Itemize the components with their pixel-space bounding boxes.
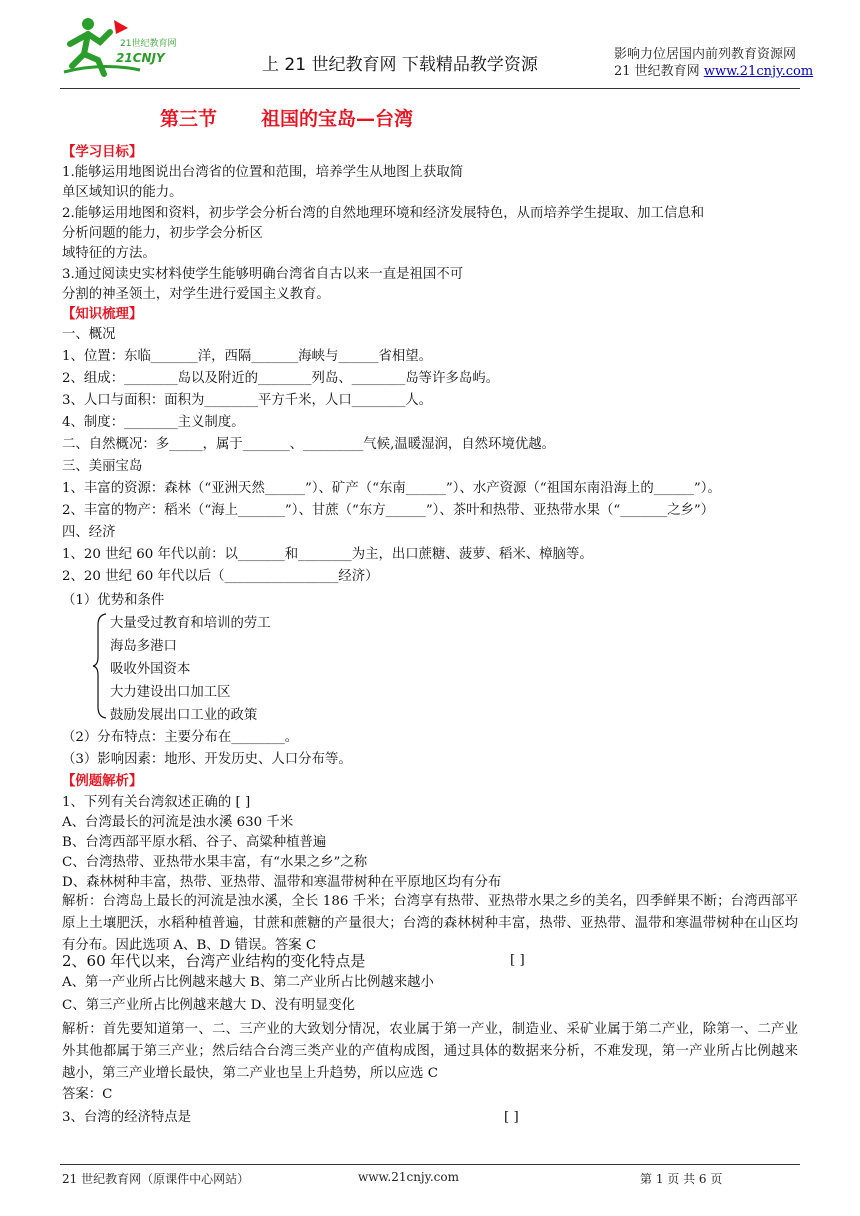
header-divider <box>60 88 800 89</box>
q2-answer-bracket: [ ] <box>510 953 525 968</box>
item-population: 3、人口与面积：面积为________平方千米，人口________人。 <box>62 393 433 408</box>
section-economy: 四、经济 <box>62 525 116 540</box>
goal-2: 2.能够运用地图和资料，初步学会分析台湾的自然地理环境和经济发展特色，从而培养学生提取、加工信息和 <box>62 206 705 221</box>
header-slogan: 上 21 世纪教育网 下载精品教学资源 <box>262 55 538 75</box>
q2-options-cd: C、第三产业所占比例越来越大 D、没有明显变化 <box>62 998 356 1013</box>
q3-answer-bracket: [ ] <box>504 1110 519 1125</box>
item-resources: 1、丰富的资源：森林（“亚洲天然______”）、矿产（“东南______”）、水产资源（“祖国东南沿海上的______”）。 <box>62 481 721 496</box>
section-nature: 二、自然概况：多_____，属于_______、_________气候,温暖湿润，自然环境优越。 <box>62 437 556 452</box>
footer-divider <box>60 1164 800 1165</box>
q1-option-b: B、台湾西部平原水稻、谷子、高粱种植普遍 <box>62 835 327 850</box>
page-header <box>0 0 860 95</box>
item-location: 1、位置：东临_______洋，西隔_______海峡与______省相望。 <box>62 349 433 364</box>
item-composition: 2、组成：________岛以及附近的________列岛、________岛等许多岛屿。 <box>62 371 500 386</box>
header-site-prefix: 21 世纪教育网 <box>614 64 704 79</box>
q1-analysis: 解析：台湾岛上最长的河流是浊水溪，全长 186 千米；台湾享有热带、亚热带水果之乡的美名，四季鲜果不断；台湾西部平原上土壤肥沃，水稻种植普遍，甘蔗和蔗糖的产量很大；台湾的森林树种丰富，热带、亚热带、温带和寒温带树种在山区均有分布。因此选项 A、B、D 错误。答案 C <box>62 894 798 953</box>
heading-examples: 【例题解析】 <box>62 774 143 789</box>
section-beautiful-island: 三、美丽宝岛 <box>62 459 143 474</box>
goal-2-cont: 分析问题的能力，初步学会分析区 <box>62 226 263 241</box>
q2-analysis: 解析：首先要知道第一、二、三产业的大致划分情况，农业属于第一产业，制造业、采矿业属于第二产业，除第一、二产业外其他都属于第三产业；然后结合台湾三类产业的产值构成图，通过具体的数据来分析，不难发现，第一产业所占比例越来越小，第三产业增长最快，第二产业也呈上升趋势，所以应选 C <box>62 1022 798 1081</box>
item-system: 4、制度：________主义制度。 <box>62 415 245 430</box>
question-3: 3、台湾的经济特点是 <box>62 1110 192 1125</box>
goal-3: 3.通过阅读史实材料使学生能够明确台湾省自古以来一直是祖国不可 <box>62 267 464 282</box>
header-right-info <box>614 46 813 80</box>
footer-site-link[interactable]: www.21cnjy.com <box>358 1170 459 1184</box>
goal-1: 1.能够运用地图说出台湾省的位置和范围，培养学生从地图上获取简 <box>62 165 464 180</box>
item-economy-after: 2、20 世纪 60 年代以后（_________________经济） <box>62 569 379 584</box>
footer-page-number: 第 1 页 共 6 页 <box>640 1172 723 1186</box>
header-site-line <box>614 63 813 80</box>
item-products: 2、丰富的物产：稻米（“海上_______”）、甘蔗（“东方______”）、茶叶和热带、亚热带水果（“_______之乡”） <box>62 503 715 518</box>
item-factors: （3）影响因素：地形、开发历史、人口分布等。 <box>62 752 352 767</box>
title-name: 祖国的宝岛—台湾 <box>261 108 414 130</box>
question-2: 2、60 年代以来，台湾产业结构的变化特点是 <box>62 952 366 970</box>
advantage-policy: 鼓励发展出口工业的政策 <box>110 708 258 723</box>
q1-option-d: D、森林树种丰富，热带、亚热带、温带和寒温带树种在平原地区均有分布 <box>62 875 502 890</box>
q1-option-a: A、台湾最长的河流是浊水溪 630 千米 <box>62 815 294 830</box>
goal-1-cont: 单区域知识的能力。 <box>62 185 183 200</box>
heading-learning-goals: 【学习目标】 <box>62 145 143 160</box>
item-economy-before: 1、20 世纪 60 年代以前：以_______和________为主，出口蔗糖、菠萝、稻米、樟脑等。 <box>62 547 593 562</box>
footer-left: 21 世纪教育网（原课件中心网站） <box>62 1172 250 1186</box>
section-overview: 一、概况 <box>62 327 116 342</box>
header-site-link[interactable]: www.21cnjy.com <box>703 64 814 79</box>
goal-3-cont: 分割的神圣领土，对学生进行爱国主义教育。 <box>62 287 330 302</box>
advantage-processing-zone: 大力建设出口加工区 <box>110 685 231 700</box>
item-distribution: （2）分布特点：主要分布在________。 <box>62 730 299 745</box>
header-tagline: 影响力位居国内前列教育资源网 <box>614 47 797 62</box>
q2-options-ab: A、第一产业所占比例越来越大 B、第二产业所占比例越来越小 <box>62 975 434 990</box>
item-advantages: （1）优势和条件 <box>62 593 165 608</box>
site-logo <box>62 14 182 80</box>
question-1: 1、下列有关台湾叙述正确的 [ ] <box>62 795 251 810</box>
page-title <box>160 104 413 131</box>
goal-2-cont2: 域特征的方法。 <box>62 246 156 261</box>
brace-icon <box>92 613 108 719</box>
logo-subtext: 21CNJY <box>116 51 165 65</box>
advantage-ports: 海岛多港口 <box>110 639 177 654</box>
q1-option-c: C、台湾热带、亚热带水果丰富，有“水果之乡”之称 <box>62 855 368 870</box>
advantage-capital: 吸收外国资本 <box>110 662 191 677</box>
advantage-labor: 大量受过教育和培训的劳工 <box>110 616 271 631</box>
heading-knowledge: 【知识梳理】 <box>62 307 143 322</box>
logo-text: 21世纪教育网 <box>120 39 177 49</box>
q2-answer: 答案：C <box>62 1087 113 1102</box>
title-section: 第三节 <box>160 108 218 130</box>
